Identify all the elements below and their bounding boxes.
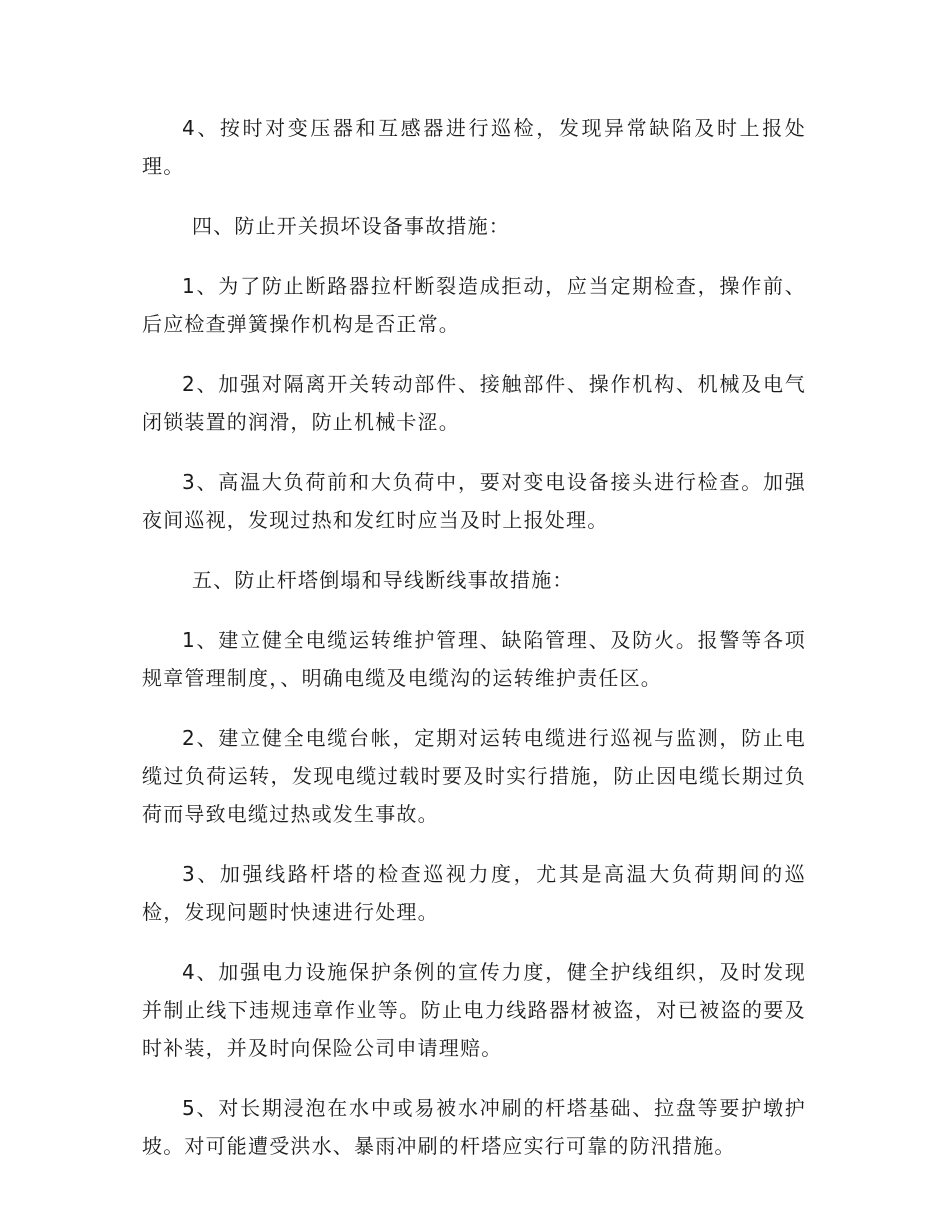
paragraph-high-temp-inspection: 3、高温大负荷前和大负荷中，要对变电设备接头进行检查。加强夜间巡视，发现过热和发红时应当及时上报处理。 — [142, 470, 806, 532]
paragraph-cable-management: 1、建立健全电缆运转维护管理、缺陷管理、及防火。报警等各项规章管理制度，、明确电缆及电缆沟的运转维护责任区。 — [142, 628, 806, 690]
section-heading-tower-collapse: 五、防止杆塔倒塌和导线断线事故措施： — [192, 568, 574, 592]
paragraph-facility-protection: 4、加强电力设施保护条例的宣传力度，健全护线组织，及时发现并制止线下违规违章作业等。防止电力线路器材被盗，对已被盗的要及时补装，并及时向保险公司申请理赔。 — [142, 960, 806, 1060]
paragraph-breaker-rod: 1、为了防止断路器拉杆断裂造成拒动，应当定期检查，操作前、后应检查弹簧操作机构是否正常。 — [142, 274, 806, 336]
document-body — [142, 109, 806, 1187]
paragraph-tower-patrol: 3、加强线路杆塔的检查巡视力度，尤其是高温大负荷期间的巡检，发现问题时快速进行处理。 — [142, 862, 806, 924]
paragraph-cable-ledger: 2、建立健全电缆台帐，定期对运转电缆进行巡视与监测，防止电缆过负荷运转，发现电缆过载时要及时实行措施，防止因电缆长期过负荷而导致电缆过热或发生事故。 — [142, 726, 806, 826]
paragraph-flood-prevention: 5、对长期浸泡在水中或易被水冲刷的杆塔基础、拉盘等要护墩护坡。对可能遭受洪水、暴雨冲刷的杆塔应实行可靠的防汛措施。 — [142, 1096, 806, 1158]
paragraph-isolator-lubrication: 2、加强对隔离开关转动部件、接触部件、操作机构、机械及电气闭锁装置的润滑，防止机械卡涩。 — [142, 372, 806, 434]
section-heading-switch-damage: 四、防止开关损坏设备事故措施： — [192, 214, 510, 238]
paragraph-transformer-inspection: 4、按时对变压器和互感器进行巡检，发现异常缺陷及时上报处理。 — [142, 116, 806, 178]
